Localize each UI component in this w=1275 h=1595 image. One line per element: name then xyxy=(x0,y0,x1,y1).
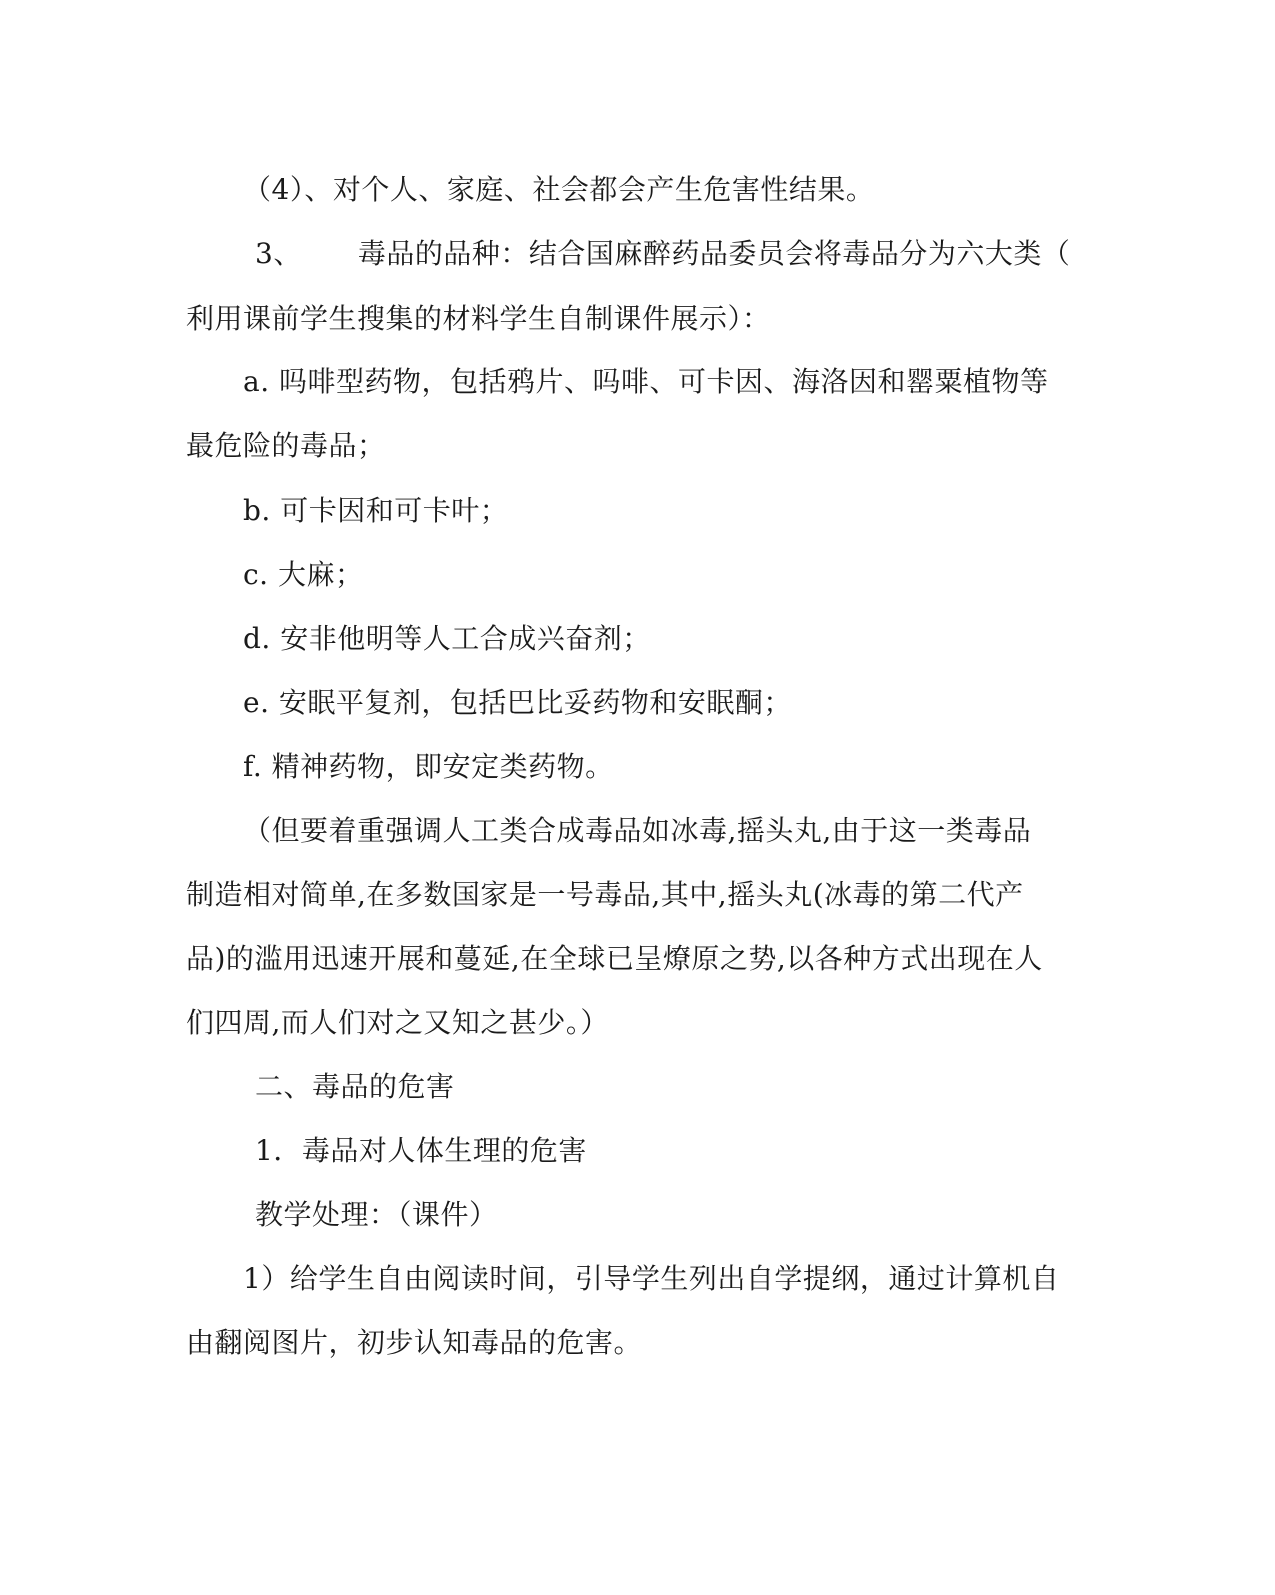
subsection-heading: 1．毒品对人体生理的危害 xyxy=(255,1134,587,1167)
text-line: c. 大麻； xyxy=(243,558,364,591)
text-line: 们四周,而人们对之又知之甚少。） xyxy=(186,1006,609,1039)
text-line xyxy=(255,234,1070,274)
text-line: 教学处理：（课件） xyxy=(255,1198,498,1231)
text-segment: 毒品的品种：结合国麻醉药品委员会将毒品分为六大类（ xyxy=(357,237,1071,270)
text-line: b. 可卡因和可卡叶； xyxy=(243,494,509,527)
text-line: 1）给学生自由阅读时间，引导学生列出自学提纲，通过计算机自 xyxy=(243,1262,1060,1295)
text-line: a. 吗啡型药物，包括鸦片、吗啡、可卡因、海洛因和罂粟植物等 xyxy=(243,365,1049,398)
text-line: 品)的滥用迅速开展和蔓延,在全球已呈燎原之势,以各种方式出现在人 xyxy=(186,942,1043,975)
text-line: d. 安非他明等人工合成兴奋剂； xyxy=(243,622,651,655)
text-line: （4）、对个人、家庭、社会都会产生危害性结果。 xyxy=(243,173,875,206)
text-line: e. 安眠平复剂，包括巴比妥药物和安眠酮； xyxy=(243,686,792,719)
text-line: （但要着重强调人工类合成毒品如冰毒,摇头丸,由于这一类毒品 xyxy=(243,814,1032,847)
list-number: 3、 xyxy=(255,237,302,270)
text-line: f. 精神药物，即安定类药物。 xyxy=(243,750,614,783)
section-heading: 二、毒品的危害 xyxy=(255,1070,455,1103)
text-line: 利用课前学生搜集的材料学生自制课件展示）： xyxy=(186,302,771,335)
text-line: 制造相对简单,在多数国家是一号毒品,其中,摇头丸(冰毒的第二代产 xyxy=(186,878,1024,911)
text-line: 由翻阅图片，初步认知毒品的危害。 xyxy=(186,1326,643,1359)
text-line: 最危险的毒品； xyxy=(186,429,386,462)
